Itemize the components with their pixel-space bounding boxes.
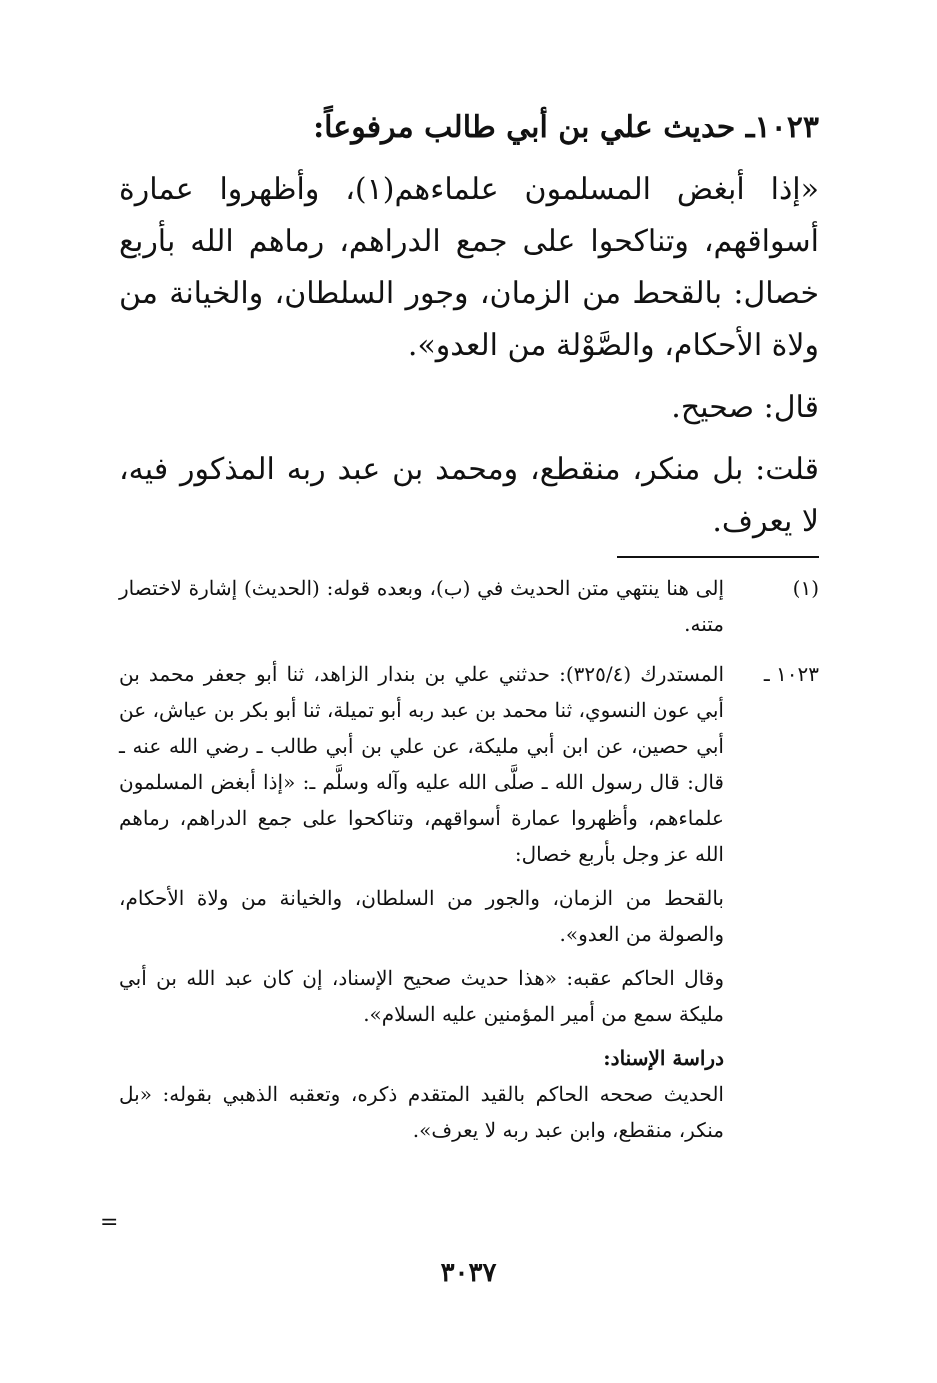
hadith-number: ١٠٢٣ [754, 110, 819, 145]
continuation-mark: = [100, 1210, 119, 1235]
footnote-marker: (١) [792, 576, 819, 600]
takhrij-note [119, 656, 819, 1148]
hadith-title: ـ حديث علي بن أبي طالب مرفوعاً: [313, 110, 755, 145]
author-verdict: قلت: بل منكر، منقطع، ومحمد بن عبد ربه المذكور فيه، لا يعرف. [119, 452, 819, 539]
hakim-verdict: قال: صحيح. [671, 390, 819, 425]
takhrij-para-4: الحديث صححه الحاكم بالقيد المتقدم ذكره، وتعقبه الذهبي بقوله: «بل منكر، منقطع، وابن عبد ربه لا يعرف». [119, 1082, 724, 1142]
takhrij-para-2: بالقحط من الزمان، والجور من السلطان، والخيانة من ولاة الأحكام، والصولة من العدو». [119, 886, 724, 946]
footnote-separator [617, 556, 819, 558]
hadith-text: «إذا أبغض المسلمون علماءهم(١)، وأظهروا عمارة أسواقهم، وتناكحوا على جمع الدراهم، رماهم الله بأربع خصال: بالقحط من الزمان، وجور السلطان، والخيانة من ولاة الأحكام، والصَّوْلة من العدو». [119, 172, 819, 363]
page-number: ٣٠٣٧ [440, 1258, 497, 1288]
takhrij-para-1: المستدرك (٣٢٥/٤): حدثني علي بن بندار الزاهد، ثنا أبو جعفر محمد بن أبي عون النسوي، ثنا محمد بن عبد ربه أبو تميلة، ثنا أبو بكر بن عياش، عن أبي حصين، عن ابن أبي مليكة، عن علي بن أبي طالب ـ رضي الله عنه ـ قال: قال رسول الله ـ صلَّى الله عليه وآله وسلَّم ـ: «إذا أبغض المسلمون علماءهم، وأظهروا عمارة أسواقهم، وتناكحوا على جمع الدراهم، رماهم الله عز وجل بأربع خصال: [119, 662, 725, 866]
footnote-text: إلى هنا ينتهي متن الحديث في (ب)، وبعده قوله: (الحديث) إشارة لاختصار متنه. [119, 576, 724, 636]
footnote-1 [119, 570, 819, 642]
isnad-study-heading: دراسة الإسناد: [603, 1046, 724, 1070]
takhrij-marker: ١٠٢٣ ـ [763, 662, 819, 686]
hadith-heading [119, 104, 819, 152]
footnotes-section [119, 570, 819, 1148]
takhrij-para-3: وقال الحاكم عقبه: «هذا حديث صحيح الإسناد، إن كان عبد الله بن أبي مليكة سمع من أمير المؤمنين عليه السلام». [119, 966, 724, 1026]
main-text [119, 104, 819, 548]
